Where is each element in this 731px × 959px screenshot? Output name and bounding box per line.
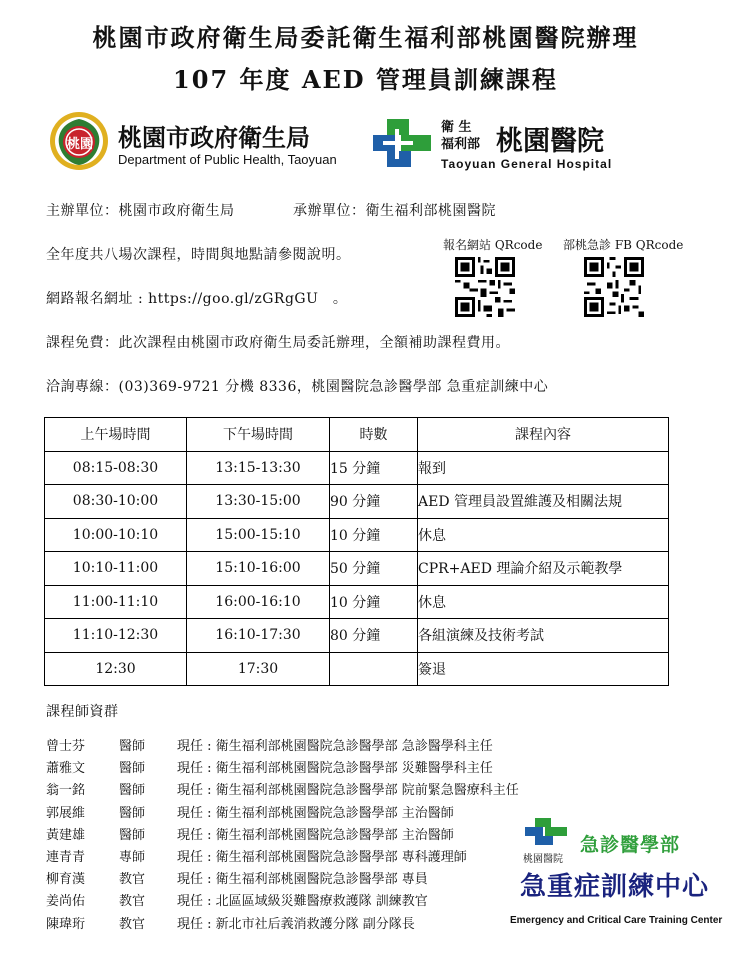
training-center-name: 急重症訓練中心 xyxy=(520,872,710,902)
cell-hours: 90 分鐘 xyxy=(330,485,418,519)
health-bureau-name-cn: 桃園市政府衛生局 xyxy=(118,124,310,152)
cell-hours: 10 分鐘 xyxy=(330,518,418,552)
trainer-current-position: 現任 : 新北市社后義消救護分隊 副分隊長 xyxy=(177,916,415,932)
cell-hours: 50 分鐘 xyxy=(330,552,418,586)
trainer-current-position: 現任 : 衛生福利部桃園醫院急診醫學部 專科護理師 xyxy=(177,850,467,865)
cell-afternoon: 13:30-15:00 xyxy=(187,485,330,519)
cell-morning: 11:10-12:30 xyxy=(45,619,187,653)
training-center-hospital-name: 桃園醫院 xyxy=(523,854,563,865)
organizer-text: 主辦單位：桃園市政府衛生局 xyxy=(46,203,235,219)
fee-text: 課程免費：此次課程由桃園市政府衛生局委託辦理，全額補助課程費用。 xyxy=(46,335,510,351)
trainer-role: 醫師 xyxy=(119,739,146,754)
trainer-current-position: 現任 : 衛生福利部桃園醫院急診醫學部 主治醫師 xyxy=(177,805,454,821)
trainer-role: 醫師 xyxy=(119,783,146,799)
cell-content: 各組演練及技術考試 xyxy=(418,619,669,653)
trainer-current-position: 現任 : 衛生福利部桃園醫院急診醫學部 主治醫師 xyxy=(177,827,454,843)
cell-content: 休息 xyxy=(418,518,669,552)
cell-morning: 12:30 xyxy=(45,652,187,686)
trainer-role: 醫師 xyxy=(119,761,146,777)
header-hours: 時數 xyxy=(330,418,418,452)
cell-hours: 10 分鐘 xyxy=(330,585,418,619)
trainer-name: 郭展維 xyxy=(46,805,86,821)
trainer-current-position: 現任 : 衛生福利部桃園醫院急診醫學部 專員 xyxy=(177,872,428,888)
cell-hours: 80 分鐘 xyxy=(330,619,418,653)
schedule-header-row xyxy=(45,418,669,452)
sessions-text: 全年度共八場次課程，時間與地點請參閱說明。 xyxy=(46,247,351,263)
contact-text: 洽詢專線：(03)369-9721 分機 8336，桃園醫院急診醫學部 急重症訓練中心 xyxy=(46,379,549,395)
cell-afternoon: 13:15-13:30 xyxy=(187,451,330,485)
trainer-role: 醫師 xyxy=(119,805,146,821)
trainer-role: 教官 xyxy=(119,916,146,932)
table-row xyxy=(45,652,669,686)
hospital-prefix-line2: 福利部 xyxy=(441,137,481,152)
table-row xyxy=(45,585,669,619)
cell-afternoon: 15:00-15:10 xyxy=(187,518,330,552)
hospital-name-cn: 桃園醫院 xyxy=(496,126,604,157)
header-afternoon: 下午場時間 xyxy=(187,418,330,452)
trainer-role: 教官 xyxy=(119,872,146,888)
table-row xyxy=(45,518,669,552)
cell-afternoon: 16:10-17:30 xyxy=(187,619,330,653)
signup-url-text: 網路報名網址 : https://goo.gl/zGRgGU 。 xyxy=(46,291,348,307)
cell-content: 簽退 xyxy=(418,652,669,686)
signup-qr-label: 報名網站 QRcode xyxy=(443,238,543,252)
document-title-line1: 桃園市政府衛生局委託衛生福利部桃園醫院辦理 xyxy=(92,23,639,52)
table-row xyxy=(45,485,669,519)
trainers-heading: 課程師資群 xyxy=(46,704,119,720)
hospital-logo-icon xyxy=(373,117,435,173)
cell-morning: 10:10-11:00 xyxy=(45,552,187,586)
schedule-table xyxy=(44,417,669,686)
cell-content: 報到 xyxy=(418,451,669,485)
table-row xyxy=(45,451,669,485)
table-row xyxy=(45,619,669,653)
signup-qr-code-icon[interactable] xyxy=(455,257,515,317)
document-title-line2: 107 年度 AED 管理員訓練課程 xyxy=(173,65,558,94)
header-content: 課程內容 xyxy=(418,418,669,452)
training-center-name-en: Emergency and Critical Care Training Center xyxy=(510,915,723,926)
header-morning: 上午場時間 xyxy=(45,418,187,452)
hospital-prefix-line1: 衛 生 xyxy=(441,120,472,135)
trainer-current-position: 現任 : 衛生福利部桃園醫院急診醫學部 急診醫學科主任 xyxy=(177,739,493,754)
training-center-logo-icon xyxy=(525,818,571,848)
cell-content: AED 管理員設置維護及相關法規 xyxy=(418,485,669,519)
trainer-role: 醫師 xyxy=(119,827,146,843)
cell-morning: 11:00-11:10 xyxy=(45,585,187,619)
cell-afternoon: 16:00-16:10 xyxy=(187,585,330,619)
trainer-name: 曾士芬 xyxy=(46,739,86,754)
table-row xyxy=(45,552,669,586)
trainer-name: 蕭雅文 xyxy=(46,761,86,777)
fb-qr-label: 部桃急診 FB QRcode xyxy=(563,238,684,252)
cell-morning: 10:00-10:10 xyxy=(45,518,187,552)
trainer-name: 姜尚佑 xyxy=(46,894,86,910)
trainer-current-position: 現任 : 衛生福利部桃園醫院急診醫學部 災難醫學科主任 xyxy=(177,761,493,777)
trainer-role: 專師 xyxy=(119,850,146,865)
cell-afternoon: 15:10-16:00 xyxy=(187,552,330,586)
trainer-name: 翁一銘 xyxy=(46,783,86,799)
trainer-current-position: 現任 : 北區區域級災難醫療救護隊 訓練教官 xyxy=(177,894,428,910)
cell-morning: 08:30-10:00 xyxy=(45,485,187,519)
cell-hours: 15 分鐘 xyxy=(330,451,418,485)
cell-hours xyxy=(330,652,418,686)
cell-content: CPR+AED 理論介紹及示範教學 xyxy=(418,552,669,586)
training-center-dept: 急診醫學部 xyxy=(580,834,681,856)
trainer-name: 黃建雄 xyxy=(46,827,86,843)
trainer-role: 教官 xyxy=(119,894,146,910)
trainer-name: 柳育漢 xyxy=(46,872,86,888)
health-bureau-seal-text: 桃園 xyxy=(66,137,93,152)
hospital-name-en: Taoyuan General Hospital xyxy=(441,157,613,171)
fb-qr-code-icon[interactable] xyxy=(584,257,644,317)
cell-afternoon: 17:30 xyxy=(187,652,330,686)
host-text: 承辦單位：衛生福利部桃園醫院 xyxy=(293,203,496,219)
trainer-name: 連青青 xyxy=(46,850,86,865)
trainer-current-position: 現任 : 衛生福利部桃園醫院急診醫學部 院前緊急醫療科主任 xyxy=(177,783,519,799)
cell-morning: 08:15-08:30 xyxy=(45,451,187,485)
trainer-name: 陳瑋珩 xyxy=(46,916,86,932)
cell-content: 休息 xyxy=(418,585,669,619)
health-bureau-name-en: Department of Public Health, Taoyuan xyxy=(118,152,337,167)
